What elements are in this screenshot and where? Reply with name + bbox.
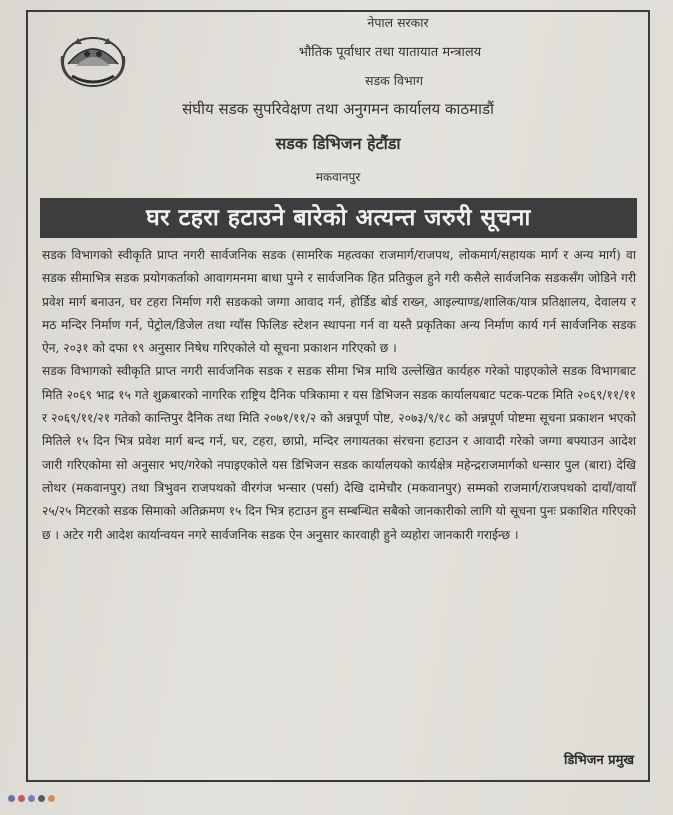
registration-dot: [48, 795, 55, 802]
registration-dot: [18, 795, 25, 802]
notice-box: [26, 10, 650, 782]
government-name: नेपाल सरकार: [367, 15, 429, 30]
notice-header: [28, 12, 648, 192]
notice-body: [42, 244, 636, 547]
notice-paragraph-2: सडक विभागको स्वीकृति प्राप्त नगरी सार्वजनिक सडक र सडक सीमा भित्र माथि उल्लेखित कार्यहरु गरेको पाइएकोले सडक विभागबाट मिति २०६९ भाद्र १५ गते शुक्रबारको नागरिक राष्ट्रिय दैनिक पत्रिकामा र यस डिभिजन सडक कार्यालयबाट पटक-पटक मिति २०६९/११/११ र २०६९/११/२१ गतेको कान्तिपुर दैनिक तथा मिति २०७१/११/२ को अन्नपूर्ण पोष्ट, २०७३/९/१८ को अन्नपूर्ण पोष्टमा सूचना प्रकाशन भएको मितिले १५ दिन भित्र प्रवेश मार्ग बन्द गर्न, घर, टहरा, छाप्रो, मन्दिर लगायतका संरचना हटाउन र आवादी गरेको जग्गा बफ्याउन आदेश जारी गरिएकोमा सो अनुसार भए/गरेको नपाइएकोले यस डिभिजन सडक कार्यालयको कार्यक्षेत्र महेन्द्रराजमार्गको धन्सार पुल (बारा) देखि लोथर (मकवानपुर) तथा त्रिभुवन राजपथको वीरगंज भन्सार (पर्सा) देखि दामेचौर (मकवानपुर) सम्मको राजमार्ग/राजपथको दायाँ/वायाँ २५/२५ मिटरको सडक सिमाको अतिक्रमण १५ दिन भित्र हटाउन हुन सम्बन्धित सबैको जानकारीको लागि यो सूचना पुनः प्रकाशित गरिएको छ । अटेर गरी आदेश कार्यान्वयन नगरे सार्वजनिक सडक ऐन अनुसार कारवाही हुने व्यहोरा जानकारी गराईन्छ ।: [42, 364, 636, 542]
ministry-name: भौतिक पूर्वाधार तथा यातायात मन्त्रालय: [298, 45, 482, 60]
registration-dot: [8, 795, 15, 802]
district-name: मकवानपुर: [315, 170, 361, 184]
office-name: संघीय सडक सुपरिवेक्षण तथा अनुगमन कार्यालय काठमाडौं: [182, 100, 494, 118]
department-name: सडक विभाग: [365, 73, 423, 88]
color-registration-marks: [8, 795, 55, 802]
signature: डिभिजन प्रमुख: [563, 753, 634, 768]
notice-title-banner: घर टहरा हटाउने बारेको अत्यन्त जरुरी सूचना: [40, 198, 637, 238]
notice-paragraph-1: सडक विभागको स्वीकृति प्राप्त नगरी सार्वजनिक सडक (सामरिक महत्वका राजमार्ग/राजपथ, लोकमार्ग/सहायक मार्ग र अन्य मार्ग) वा सडक सीमाभित्र सडक प्रयोगकर्ताको आवागमनमा बाधा पुग्ने र सार्वजनिक हित प्रतिकुल हुने गरी कसैले सार्वजनिक सडकसँग जोडिने गरी प्रवेश मार्ग बनाउन, घर टहरा निर्माण गरी सडकको जग्गा आवाद गर्न, होर्डिड बोर्ड राख्न, आइल्याण्ड/शालिक/यात्र प्रतिक्षालय, देवालय र मठ मन्दिर निर्माण गर्न, पेट्रोल/डिजेल तथा ग्याँस फिलिङ स्टेशन स्थापना गर्न वा यस्तै प्रकृतिका अन्य निर्माण कार्य गर्न सार्वजनिक सडक ऐन, २०३१ को दफा १९ अनुसार निषेध गरिएकोले यो सूचना प्रकाशन गरिएको छ ।: [42, 248, 636, 356]
registration-dot: [38, 795, 45, 802]
registration-dot: [28, 795, 35, 802]
division-name: सडक डिभिजन हेटौंडा: [275, 134, 401, 153]
